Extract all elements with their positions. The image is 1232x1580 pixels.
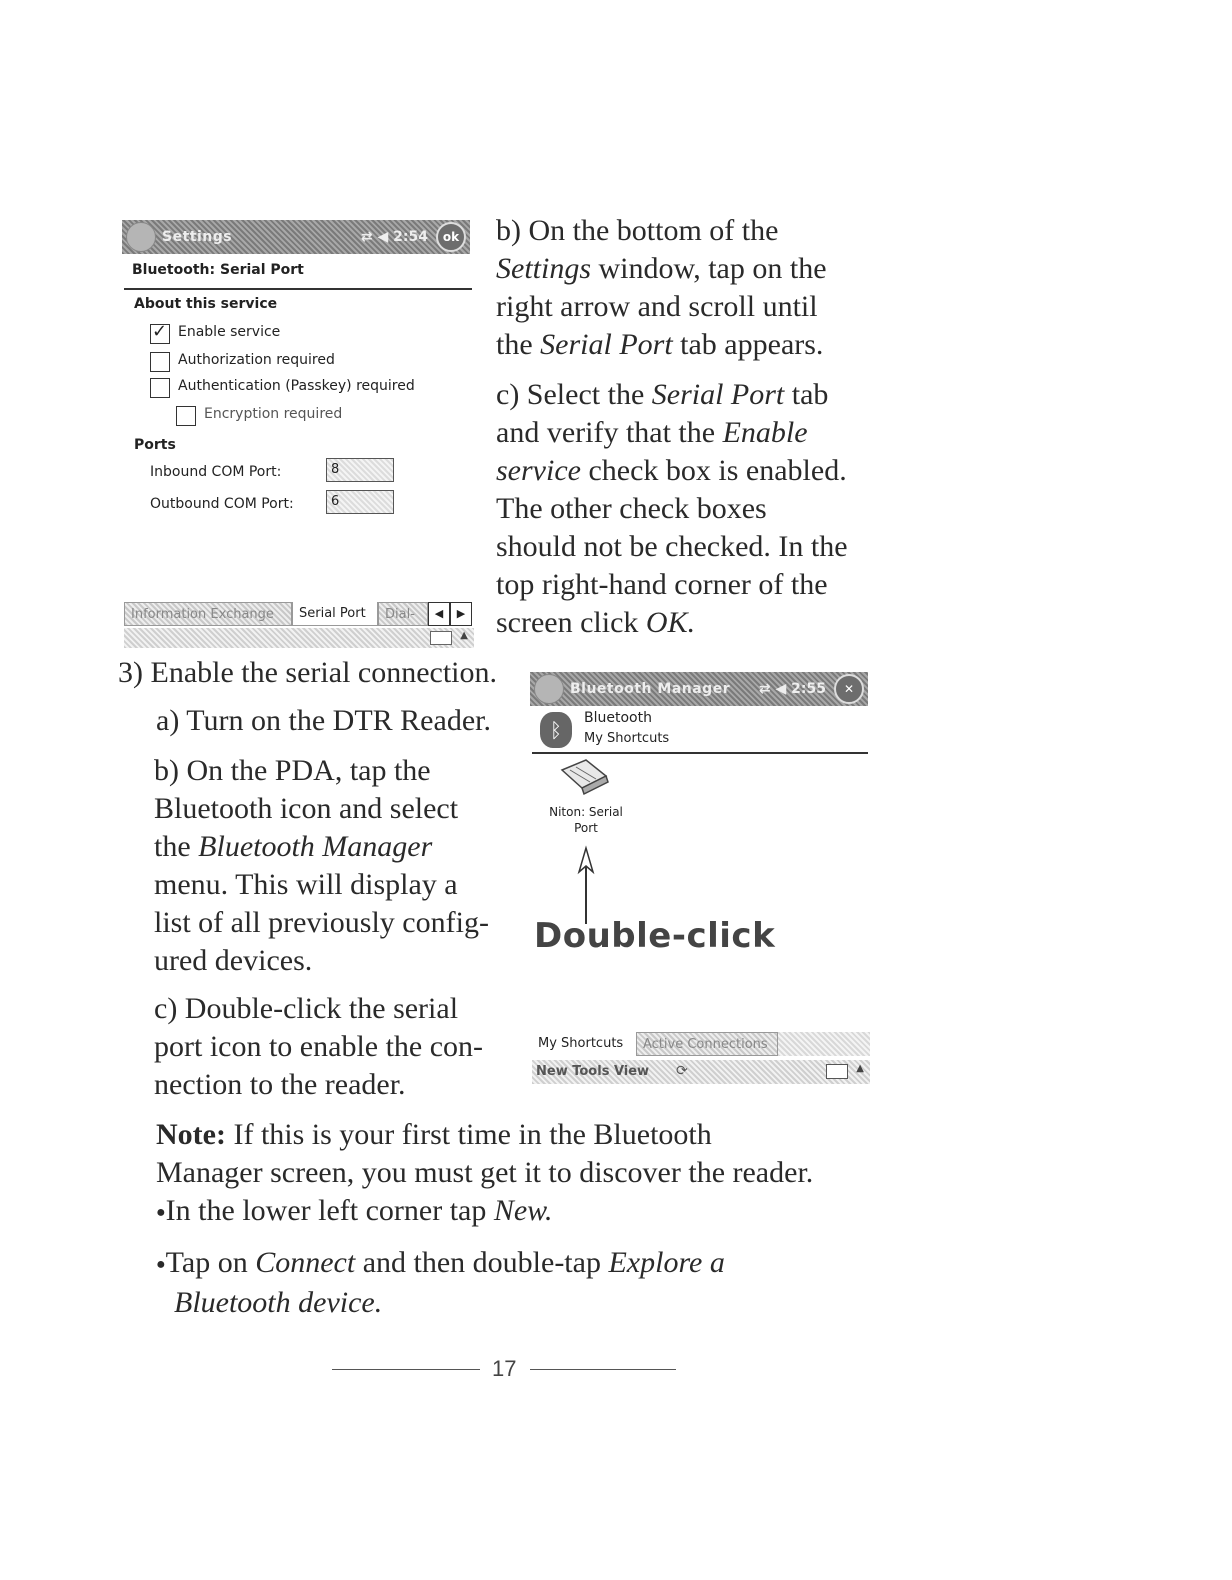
step3a: a) Turn on the DTR Reader. bbox=[156, 704, 491, 737]
note-line2: Manager screen, you must get it to discover the reader. bbox=[156, 1156, 814, 1189]
device-label bbox=[536, 804, 636, 836]
windows-start-icon[interactable] bbox=[126, 222, 156, 252]
authorization-checkbox[interactable] bbox=[150, 352, 170, 372]
note-section bbox=[156, 1116, 916, 1322]
c1-line2 bbox=[496, 414, 896, 452]
bt-keyboard-icon[interactable] bbox=[826, 1064, 848, 1079]
bt-header-divider bbox=[532, 752, 868, 754]
settings-menubar bbox=[124, 628, 474, 648]
b1-line4-c: tab appears. bbox=[672, 328, 824, 361]
windows-start-icon-2[interactable] bbox=[534, 674, 564, 704]
inbound-port-field[interactable]: 8 bbox=[326, 458, 394, 482]
bt-input-arrow-icon[interactable]: ▲ bbox=[856, 1063, 864, 1074]
tab-my-shortcuts[interactable]: My Shortcuts bbox=[532, 1032, 636, 1056]
tab-active-connections[interactable]: Active Connections bbox=[636, 1032, 778, 1056]
step3b bbox=[154, 752, 524, 980]
bluetooth-manager-emphasis: Bluetooth Manager bbox=[198, 830, 433, 863]
device-label-line1: Niton: Serial bbox=[549, 805, 623, 819]
device-label-line2: Port bbox=[574, 821, 598, 835]
ok-emphasis: OK. bbox=[645, 606, 696, 639]
b2-line3-a: the bbox=[154, 830, 199, 863]
b2-line1: b) On the PDA, tap the bbox=[154, 754, 431, 787]
step3c bbox=[154, 990, 524, 1104]
settings-tabstrip bbox=[124, 602, 474, 626]
tab-information-exchange[interactable]: Information Exchange bbox=[124, 602, 292, 626]
settings-header: Bluetooth: Serial Port bbox=[132, 262, 304, 278]
bullet2-a: Tap on bbox=[165, 1246, 256, 1280]
note-label: Note: bbox=[156, 1118, 226, 1151]
bullet2-c: and then double-tap bbox=[355, 1246, 609, 1280]
b2-line5: list of all previously config- bbox=[154, 906, 489, 939]
bt-menubar bbox=[532, 1060, 870, 1084]
c1-line1 bbox=[496, 376, 896, 414]
note-line1 bbox=[156, 1116, 916, 1154]
right-arrow-icon[interactable]: ▶ bbox=[450, 602, 472, 626]
tab-dial-up[interactable]: Dial- bbox=[378, 602, 428, 626]
new-emphasis: New. bbox=[493, 1194, 553, 1227]
settings-emphasis: Settings bbox=[496, 252, 591, 285]
left-arrow-icon[interactable]: ◀ bbox=[428, 602, 450, 626]
tab-strip-filler bbox=[778, 1032, 870, 1056]
up-arrow-icon bbox=[574, 846, 598, 926]
outbound-port-label: Outbound COM Port: bbox=[150, 496, 294, 512]
instruction-b-c bbox=[496, 212, 896, 642]
c1-line2-a: and verify that the bbox=[496, 416, 723, 449]
c1-line1-a: c) Select the bbox=[496, 378, 652, 411]
keyboard-icon[interactable] bbox=[430, 631, 452, 645]
b2-line6: ured devices. bbox=[154, 944, 313, 977]
b1-line2 bbox=[496, 250, 896, 288]
b1-line3: right arrow and scroll until bbox=[496, 290, 818, 323]
encryption-label: Encryption required bbox=[204, 406, 343, 422]
b1-line4-a: the bbox=[496, 328, 541, 361]
bullet1-a: In the lower left corner tap bbox=[165, 1194, 494, 1227]
bt-titlebar bbox=[530, 672, 868, 706]
c1-line1-c: tab bbox=[784, 378, 829, 411]
authentication-label: Authentication (Passkey) required bbox=[178, 378, 415, 394]
c2-line1: c) Double-click the serial bbox=[154, 992, 459, 1025]
c1-line7 bbox=[496, 604, 896, 642]
bullet-1 bbox=[156, 1192, 916, 1232]
enable-emphasis: Enable bbox=[722, 416, 808, 449]
b2-line4: menu. This will display a bbox=[154, 868, 458, 901]
c1-line3-b: check box is enabled. bbox=[580, 454, 847, 487]
c2-line3: nection to the reader. bbox=[154, 1068, 406, 1101]
c1-line6: top right-hand corner of the bbox=[496, 568, 828, 601]
input-arrow-icon[interactable]: ▲ bbox=[460, 630, 468, 641]
c1-line3 bbox=[496, 452, 896, 490]
bt-status-icons: ⇄ ◀ 2:55 bbox=[758, 681, 826, 697]
c1-line7-a: screen click bbox=[496, 606, 646, 639]
page-rule-right bbox=[530, 1369, 676, 1370]
b2-line2: Bluetooth icon and select bbox=[154, 792, 459, 825]
inbound-port-label: Inbound COM Port: bbox=[150, 464, 282, 480]
close-button[interactable]: ✕ bbox=[834, 674, 864, 704]
encryption-checkbox[interactable] bbox=[176, 406, 196, 426]
settings-title: Settings bbox=[162, 229, 233, 245]
explore-emphasis: Explore a bbox=[608, 1246, 725, 1280]
bullet-icon-1: ● bbox=[156, 1204, 166, 1222]
bt-header-sub: My Shortcuts bbox=[584, 731, 670, 746]
b1-line2-rest: window, tap on the bbox=[591, 252, 827, 285]
c1-line5: should not be checked. In the bbox=[496, 530, 848, 563]
authentication-checkbox[interactable] bbox=[150, 378, 170, 398]
b1-line4 bbox=[496, 326, 896, 364]
c1-line4: The other check boxes bbox=[496, 492, 767, 525]
bullet-icon-2: ● bbox=[156, 1256, 166, 1274]
settings-titlebar bbox=[122, 220, 470, 254]
bt-title: Bluetooth Manager bbox=[570, 681, 731, 697]
step3-heading: 3) Enable the serial connection. bbox=[118, 656, 498, 689]
bluetooth-icon: ᛒ bbox=[540, 712, 572, 748]
bt-menu-items[interactable]: New Tools View bbox=[536, 1064, 650, 1079]
bullet-2 bbox=[156, 1244, 916, 1284]
page-rule-left bbox=[332, 1369, 480, 1370]
serial-port-device-icon[interactable] bbox=[556, 758, 612, 798]
note-line1-text: If this is your first time in the Bluetooth bbox=[225, 1118, 712, 1151]
serial-port-emphasis: Serial Port bbox=[540, 328, 673, 361]
connect-emphasis: Connect bbox=[255, 1246, 356, 1280]
bt-tabstrip bbox=[532, 1032, 870, 1056]
outbound-port-field[interactable]: 6 bbox=[326, 490, 394, 514]
b1-line1: b) On the bottom of the bbox=[496, 214, 779, 247]
page-number: 17 bbox=[492, 1356, 517, 1381]
service-emphasis: service bbox=[496, 454, 581, 487]
double-click-label: Double-click bbox=[534, 916, 776, 956]
enable-service-label: Enable service bbox=[178, 324, 281, 340]
authorization-label: Authorization required bbox=[178, 352, 335, 368]
bluetooth-menu-icon[interactable]: ⟳ bbox=[676, 1063, 688, 1079]
bt-header-title: Bluetooth bbox=[584, 710, 652, 726]
bullet-2-cont bbox=[156, 1284, 916, 1322]
enable-service-checkbox[interactable] bbox=[150, 324, 170, 344]
tab-serial-port[interactable]: Serial Port bbox=[292, 602, 378, 626]
c2-line2: port icon to enable the con- bbox=[154, 1030, 484, 1063]
header-divider bbox=[124, 288, 472, 290]
ports-section-label: Ports bbox=[134, 437, 176, 453]
b2-line3 bbox=[154, 828, 524, 866]
ok-button[interactable]: ok bbox=[436, 222, 466, 252]
about-section-label: About this service bbox=[134, 296, 278, 312]
status-icons: ⇄ ◀ 2:54 bbox=[360, 229, 428, 245]
bluetooth-device-emphasis: Bluetooth device. bbox=[174, 1286, 383, 1320]
c1-serial-port-emphasis: Serial Port bbox=[651, 378, 785, 411]
